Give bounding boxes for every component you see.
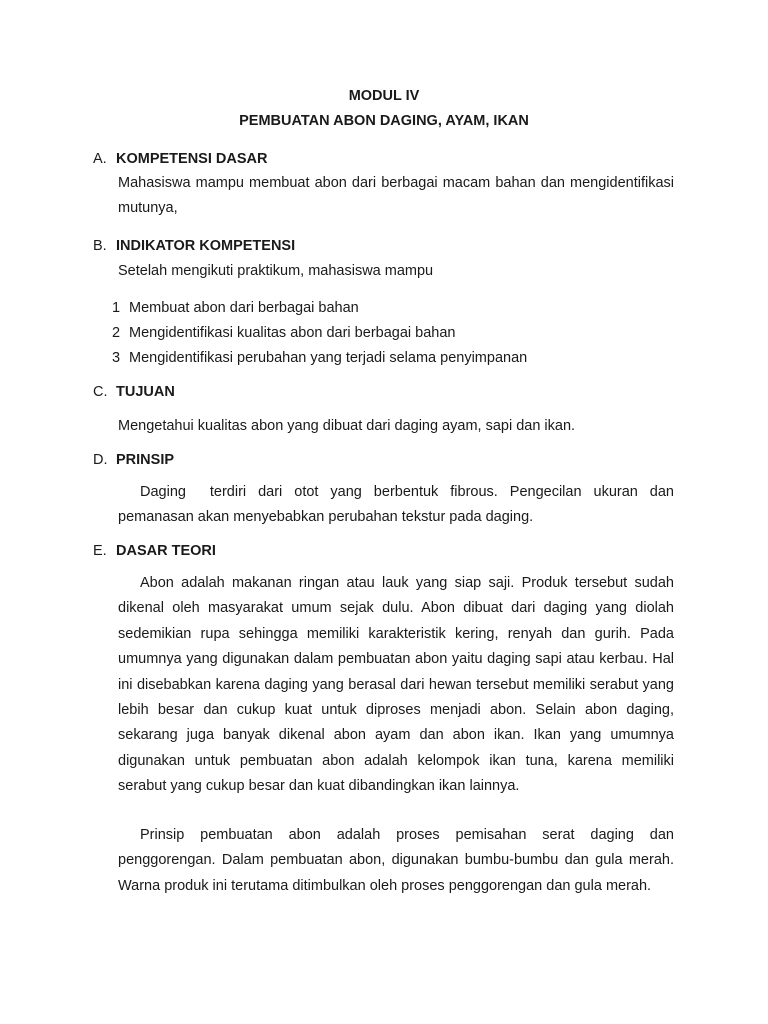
list-item-number: 3 [112, 350, 121, 366]
document-title: PEMBUATAN ABON DAGING, AYAM, IKAN [239, 113, 529, 129]
list-item-number: 2 [112, 325, 121, 341]
section-c-text: Mengetahui kualitas abon yang dibuat dari daging ayam, sapi dan ikan. [118, 418, 576, 434]
section-e-paragraph-1: Abon adalah makanan ringan atau lauk yang siap saji. Produk tersebut sudah dikenal oleh masyarakat umum sejak dulu. Abon dibuat dari daging yang diolah sedemikian rupa sehingga memiliki karakteristik kering, renyah dan gurih. Pada umumnya yang digunakan dalam pembuatan abon yaitu daging sapi atau kerbau. Hal ini disebabkan karena daging yang berasal dari hewan tersebut memiliki serabut yang lebih besar dan cukup kuat untuk diproses menjadi abon. Selain abon daging, sekarang juga banyak dikenal abon ayam dan abon ikan. Ikan yang umumnya digunakan untuk pembuatan abon adalah kelompok ikan tuna, karena memiliki serabut yang cukup besar dan kuat dibandingkan ikan lainnya. [118, 575, 674, 795]
section-a-letter: A. [93, 151, 107, 167]
section-d-letter: D. [93, 452, 108, 468]
section-b-intro: Setelah mengikuti praktikum, mahasiswa mampu [118, 263, 434, 279]
section-c-label: TUJUAN [116, 384, 175, 400]
section-b-letter: B. [93, 238, 107, 254]
section-c-letter: C. [93, 384, 108, 400]
section-a-label: KOMPETENSI DASAR [116, 151, 268, 167]
section-e-heading [93, 543, 216, 559]
section-d-label: PRINSIP [116, 452, 175, 468]
list-item [112, 300, 359, 316]
section-e-letter: E. [93, 543, 107, 559]
section-b-heading [93, 238, 295, 254]
section-d-heading [93, 452, 174, 468]
section-e-label: DASAR TEORI [116, 543, 216, 559]
list-item-text: Mengidentifikasi perubahan yang terjadi selama penyimpanan [129, 350, 528, 366]
list-item-text: Mengidentifikasi kualitas abon dari berbagai bahan [129, 325, 456, 341]
list-item [112, 350, 527, 366]
list-item-number: 1 [112, 300, 121, 316]
section-c-heading [93, 384, 175, 400]
section-a-heading [93, 151, 267, 167]
section-e-paragraph-2: Prinsip pembuatan abon adalah proses pemisahan serat daging dan penggorengan. Dalam pembuatan abon, digunakan bumbu-bumbu dan gula merah. Warna produk ini terutama ditimbulkan oleh proses penggorengan dan gula merah. [118, 827, 674, 894]
section-b-label: INDIKATOR KOMPETENSI [116, 238, 296, 254]
section-d-text: Daging terdiri dari otot yang berbentuk fibrous. Pengecilan ukuran dan pemanasan akan menyebabkan perubahan tekstur pada daging. [118, 484, 679, 526]
module-number: MODUL IV [348, 88, 420, 104]
list-item [112, 325, 455, 341]
section-a-text: Mahasiswa mampu membuat abon dari berbagai macam bahan dan mengidentifikasi mutunya, [118, 175, 674, 217]
list-item-text: Membuat abon dari berbagai bahan [129, 300, 359, 316]
